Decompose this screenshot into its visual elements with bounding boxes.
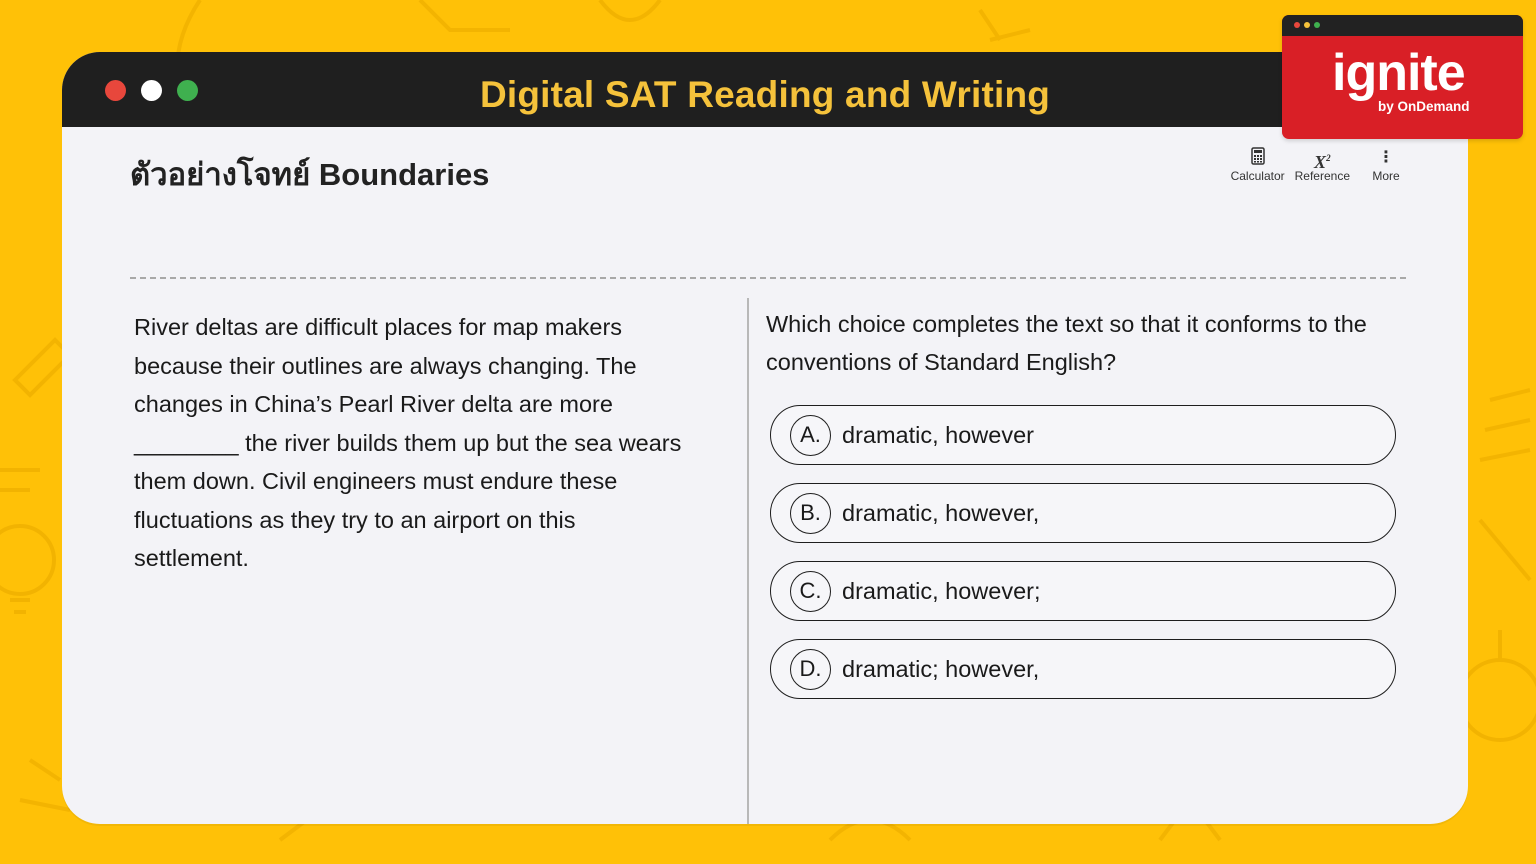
logo-wordmark: ignite <box>1332 44 1465 102</box>
reference-icon: $X^2$ <box>1314 152 1331 172</box>
choice-text: dramatic, however; <box>842 577 1041 604</box>
passage-line: settlement. <box>134 545 249 571</box>
page-title: ตัวอย่างโจทย์ Boundaries <box>130 157 490 192</box>
window-titlebar <box>62 52 1468 127</box>
logo-window-bar <box>1282 15 1523 36</box>
question-line: Which choice completes the text so that it conforms to the <box>766 311 1367 337</box>
choice-text: dramatic, however, <box>842 499 1040 526</box>
passage-line: because their outlines are always changing. The <box>134 352 637 379</box>
question-prompt <box>766 305 1416 381</box>
reference-label: Reference <box>1294 169 1350 183</box>
ignite-logo <box>1282 15 1523 139</box>
logo-window-dots <box>1294 22 1320 28</box>
passage-text <box>134 308 704 578</box>
calculator-button[interactable] <box>1231 147 1285 183</box>
choice-text: dramatic; however, <box>842 655 1040 682</box>
choice-a-option[interactable] <box>770 405 1396 465</box>
passage-line: River deltas are difficult places for map makers <box>134 314 623 340</box>
reference-button[interactable] <box>1295 147 1350 183</box>
logo-subtitle: by OnDemand <box>1378 99 1470 114</box>
choice-d-option[interactable] <box>770 639 1396 699</box>
answer-choices <box>770 405 1396 717</box>
choice-letter: D. <box>790 649 831 690</box>
choice-letter: B. <box>790 493 831 534</box>
window-title: Digital SAT Reading and Writing <box>479 74 1051 115</box>
passage-line: fluctuations as they try to an airport on this <box>134 506 576 533</box>
passage-line: them down. Civil engineers must endure these <box>134 468 618 494</box>
choice-letter: A. <box>790 415 831 456</box>
more-vertical-icon: ⋮ <box>1378 149 1394 166</box>
toolbar <box>1231 147 1412 183</box>
passage-line: ________ the river builds them up but the sea wears <box>134 429 682 456</box>
calculator-icon <box>1251 147 1265 169</box>
choice-c-option[interactable] <box>770 561 1396 621</box>
exam-window <box>62 52 1468 824</box>
calculator-label: Calculator <box>1230 169 1285 183</box>
more-label: More <box>1372 169 1400 183</box>
header-divider <box>130 277 1406 279</box>
exam-content <box>62 127 1468 824</box>
choice-text: dramatic, however <box>842 421 1034 448</box>
pane-divider[interactable] <box>747 298 749 824</box>
more-button[interactable] <box>1360 147 1412 183</box>
question-line: conventions of Standard English? <box>766 349 1117 375</box>
choice-b-option[interactable] <box>770 483 1396 543</box>
choice-letter: C. <box>790 571 831 612</box>
passage-line: changes in China’s Pearl River delta are more <box>134 391 613 417</box>
